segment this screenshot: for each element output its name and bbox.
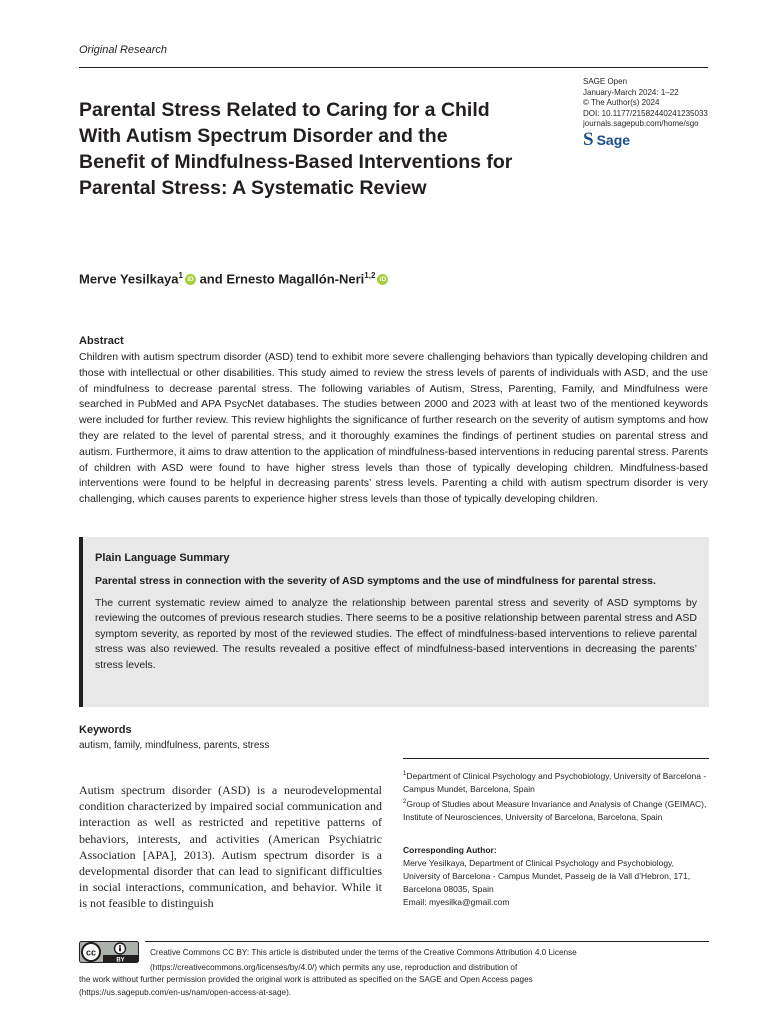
journal-issue: January-March 2024: 1–22 bbox=[583, 87, 679, 97]
journal-meta bbox=[583, 77, 723, 130]
sage-s-icon: S bbox=[583, 129, 594, 150]
pls-text: The current systematic review aimed to analyze the relationship between parental stress and severity of ASD symptoms by reviewing the outcomes of previous research studies. There seems to be a positive relationship between parental stress and ASD symptom severity, as reported by most of the reviewed studies. The effect of mindfulness-based interventions to relieve parental stress was also reviewed. The results revealed a positive effect of mindfulness-based interventions in decreasing the parents’ stress levels. bbox=[95, 596, 697, 671]
author-name: Ernesto Magallón-Neri bbox=[226, 271, 365, 287]
journal-name: SAGE Open bbox=[583, 77, 628, 86]
header-rule bbox=[79, 67, 708, 68]
corresponding-author-details bbox=[403, 857, 709, 909]
affiliations bbox=[403, 768, 709, 824]
corresponding-email[interactable]: Email: myesilka@gmail.com bbox=[403, 897, 510, 907]
orcid-icon[interactable]: iD bbox=[377, 274, 388, 285]
affiliation-text: Department of Clinical Psychology and Psychobiology, University of Barcelona - Campus Mundet, Barcelona, Spain bbox=[403, 770, 707, 794]
corresponding-author-heading: Corresponding Author: bbox=[403, 845, 497, 855]
pls-heading: Plain Language Summary bbox=[95, 552, 230, 564]
sage-logo-text: Sage bbox=[596, 132, 631, 148]
footer-rule bbox=[145, 941, 709, 942]
body-paragraph: Autism spectrum disorder (ASD) is a neurodevelopmental condition characterized by impaired social communication and interaction as well as restricted and repetitive patterns of behaviors, interests, and activities (American Psychiatric Association [APA], 2013). Autism spectrum disorder is a developmental disorder that can lead to significant difficulties in social interactions, communication, and behavior. While it is not feasible to distinguish bbox=[79, 783, 382, 911]
license-text: Creative Commons CC BY: This article is distributed under the terms of the Creative Commons Attribution 4.0 License bbox=[150, 948, 577, 957]
keywords-heading: Keywords bbox=[79, 724, 132, 736]
author-affil-mark: 1 bbox=[178, 271, 183, 280]
affiliation-number: 2 bbox=[403, 798, 407, 805]
author-connector: and bbox=[195, 271, 227, 287]
keywords-text: autism, family, mindfulness, parents, stress bbox=[79, 740, 270, 751]
affiliation-item bbox=[403, 768, 709, 796]
open-access-url[interactable]: (https://us.sagepub.com/en-us/nam/open-access-at-sage). bbox=[79, 987, 292, 997]
author-line bbox=[79, 271, 388, 286]
license-line: the work without further permission provided the original work is attributed as specified on the SAGE and Open Access pages bbox=[79, 975, 533, 985]
svg-text:cc: cc bbox=[85, 947, 97, 958]
section-label: Original Research bbox=[79, 44, 168, 56]
affiliation-number: 1 bbox=[403, 771, 407, 777]
abstract-text: Children with autism spectrum disorder (ASD) tend to exhibit more severe challenging behaviors than typically developing children and those with intellectual or other disabilities. This study aimed to review the stress levels of parents of individuals with ASD, and the use of mindfulness to decrease parental stress. The following variables of Autism, Stress, Parenting, Family, and Mindfulness were searched in PubMed and APA PsycNet databases. The studies between 2000 and 2023 with at least two of the mentioned keywords were included for further review. This review highlights the significance of further research on the severity of autism symptoms and how they are related to the level of parental stress, and it thoroughly examines the findings of pertinent studies on parental stress and autism. Furthermore, it aims to draw attention to the application of mindfulness-based interventions in reducing parental stress. Parents of children with ASD were found to have higher stress levels than those of typically developing children. Mindfulness-based interventions were found to be helpful in decreasing parents’ stress levels. Parenting a child with autism spectrum disorder is very challenging, which causes parents to experience higher stress levels than those of typically developing children. bbox=[79, 351, 708, 506]
pls-subheading: Parental stress in connection with the severity of ASD symptoms and the use of mindfulness for parental stress. bbox=[95, 575, 656, 587]
copyright: © The Author(s) 2024 bbox=[583, 98, 660, 107]
affiliation-rule bbox=[403, 758, 709, 759]
abstract-heading: Abstract bbox=[79, 335, 124, 347]
article-title: Parental Stress Related to Caring for a Child With Autism Spectrum Disorder and the Benefit of Mindfulness-Based Interventions for Parental Stress: A Systematic Review bbox=[79, 99, 513, 199]
affiliation-text: Group of Studies about Measure Invariance and Analysis of Change (GEIMAC), Institute of Neurosciences, University of Barcelona, Barcelona, Spain bbox=[403, 798, 707, 822]
sage-logo[interactable] bbox=[583, 131, 630, 149]
corresponding-line: Barcelona 08035, Spain bbox=[403, 884, 494, 894]
license-url[interactable]: (https://creativecommons.org/licenses/by/4.0/) which permits any use, reproduction and distribution of bbox=[150, 963, 518, 972]
cc-badge-label: BY bbox=[116, 957, 125, 963]
affiliation-item bbox=[403, 796, 709, 824]
orcid-icon[interactable]: iD bbox=[185, 274, 196, 285]
plain-language-summary-box bbox=[79, 537, 709, 707]
journal-url[interactable]: journals.sagepub.com/home/sgo bbox=[583, 119, 699, 128]
author-name: Merve Yesilkaya bbox=[79, 271, 179, 287]
corresponding-line: University of Barcelona - Campus Mundet, Passeig de la Vall d’Hebron, 171, bbox=[403, 871, 691, 881]
author-affil-mark: 1,2 bbox=[364, 271, 376, 280]
cc-by-badge-icon[interactable] bbox=[79, 941, 139, 963]
license-text-continued bbox=[79, 962, 709, 999]
corresponding-line: Merve Yesilkaya, Department of Clinical Psychology and Psychobiology, bbox=[403, 858, 675, 868]
doi-link[interactable]: DOI: 10.1177/21582440241235033 bbox=[583, 108, 708, 118]
